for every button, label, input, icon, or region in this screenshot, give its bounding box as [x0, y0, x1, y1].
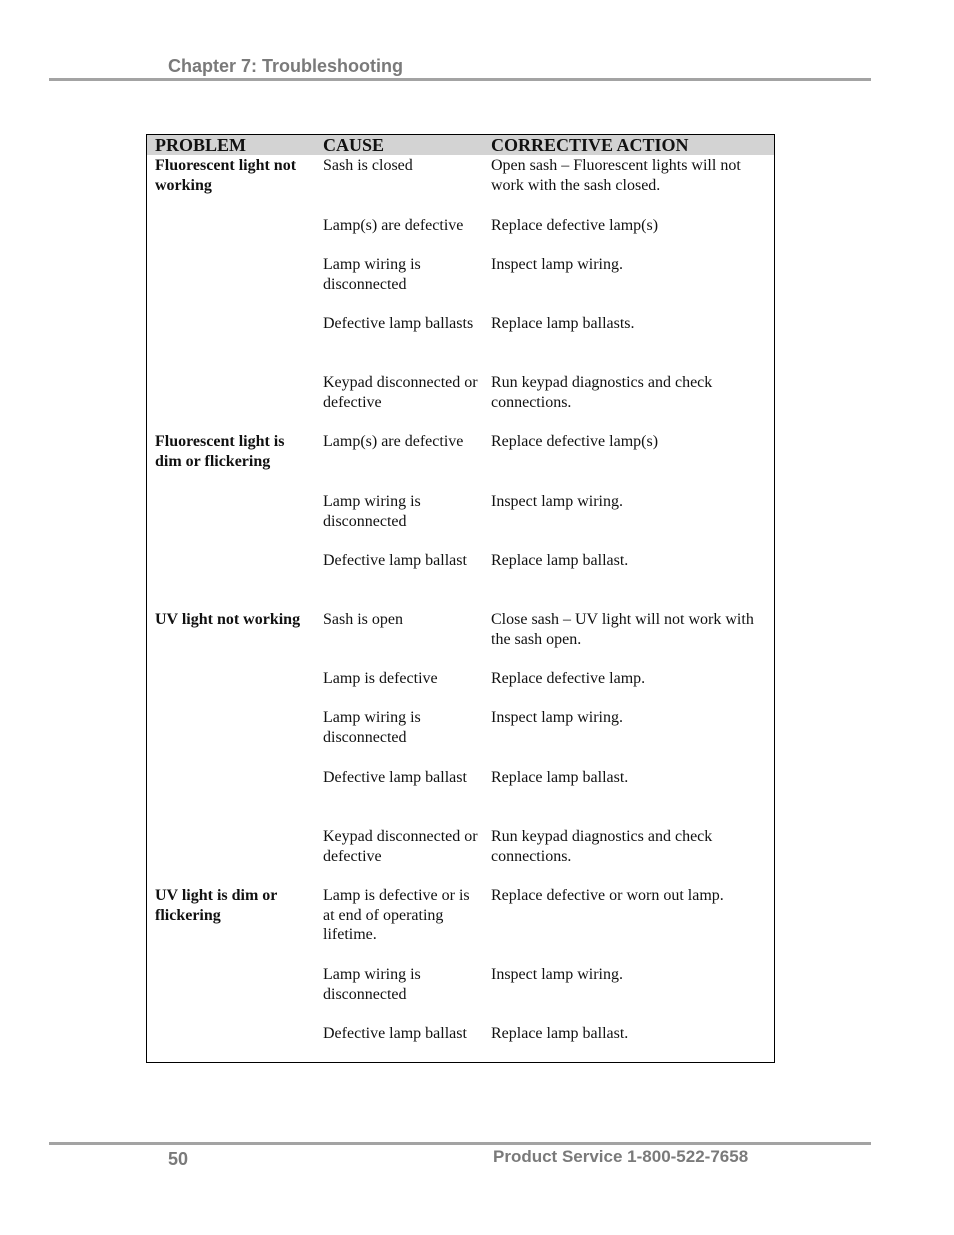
cause-cell: Lamp(s) are defective: [323, 217, 464, 234]
cause-cell: Defective lamp ballasts: [323, 315, 474, 332]
cause-cell: Lamp is defective: [323, 670, 438, 687]
action-cell: Open sash – Fluorescent lights will not work with the sash closed.: [491, 157, 741, 194]
problem-cell: Fluorescent light not working: [155, 157, 297, 194]
product-service-phone: Product Service 1-800-522-7658: [493, 1147, 749, 1166]
cause-cell: Lamp wiring is disconnected: [323, 709, 421, 746]
action-cell: Inspect lamp wiring.: [491, 966, 623, 983]
action-cell: Replace defective or worn out lamp.: [491, 887, 724, 904]
cause-cell: Defective lamp ballast: [323, 552, 467, 569]
cause-cell: Lamp wiring is disconnected: [323, 966, 421, 1003]
header-divider: [49, 78, 871, 81]
action-cell: Replace defective lamp(s): [491, 433, 659, 450]
action-cell: Replace lamp ballast.: [491, 1025, 629, 1042]
column-header-cause: CAUSE: [323, 135, 385, 155]
cause-cell: Lamp wiring is disconnected: [323, 493, 421, 530]
action-cell: Inspect lamp wiring.: [491, 709, 623, 726]
problem-cell: Fluorescent light is dim or flickering: [155, 433, 285, 470]
action-cell: Run keypad diagnostics and check connections.: [491, 374, 713, 411]
action-cell: Run keypad diagnostics and check connections.: [491, 828, 713, 865]
cause-cell: Defective lamp ballast: [323, 769, 467, 786]
cause-cell: Keypad disconnected or defective: [323, 828, 478, 865]
page-number: 50: [168, 1149, 189, 1169]
action-cell: Inspect lamp wiring.: [491, 493, 623, 510]
table-header-row: [147, 135, 774, 155]
footer-divider: [49, 1142, 871, 1145]
problem-cell: UV light not working: [155, 611, 301, 628]
problem-cell: UV light is dim or flickering: [155, 887, 278, 924]
cause-cell: Defective lamp ballast: [323, 1025, 467, 1042]
action-cell: Replace lamp ballasts.: [491, 315, 635, 332]
action-cell: Replace defective lamp.: [491, 670, 646, 687]
action-cell: Inspect lamp wiring.: [491, 256, 623, 273]
cause-cell: Keypad disconnected or defective: [323, 374, 478, 411]
cause-cell: Sash is open: [323, 611, 403, 628]
action-cell: Replace defective lamp(s): [491, 217, 659, 234]
cause-cell: Lamp(s) are defective: [323, 433, 464, 450]
cause-cell: Lamp wiring is disconnected: [323, 256, 421, 293]
action-cell: Replace lamp ballast.: [491, 769, 629, 786]
column-header-problem: PROBLEM: [155, 135, 247, 155]
column-header-corrective-action: CORRECTIVE ACTION: [491, 135, 689, 155]
action-cell: Replace lamp ballast.: [491, 552, 629, 569]
troubleshooting-table: [146, 134, 775, 1063]
chapter-title: Chapter 7: Troubleshooting: [168, 56, 404, 76]
cause-cell: Lamp is defective or is at end of operating lifetime.: [323, 887, 470, 943]
action-cell: Close sash – UV light will not work with the sash open.: [491, 611, 754, 648]
cause-cell: Sash is closed: [323, 157, 413, 174]
